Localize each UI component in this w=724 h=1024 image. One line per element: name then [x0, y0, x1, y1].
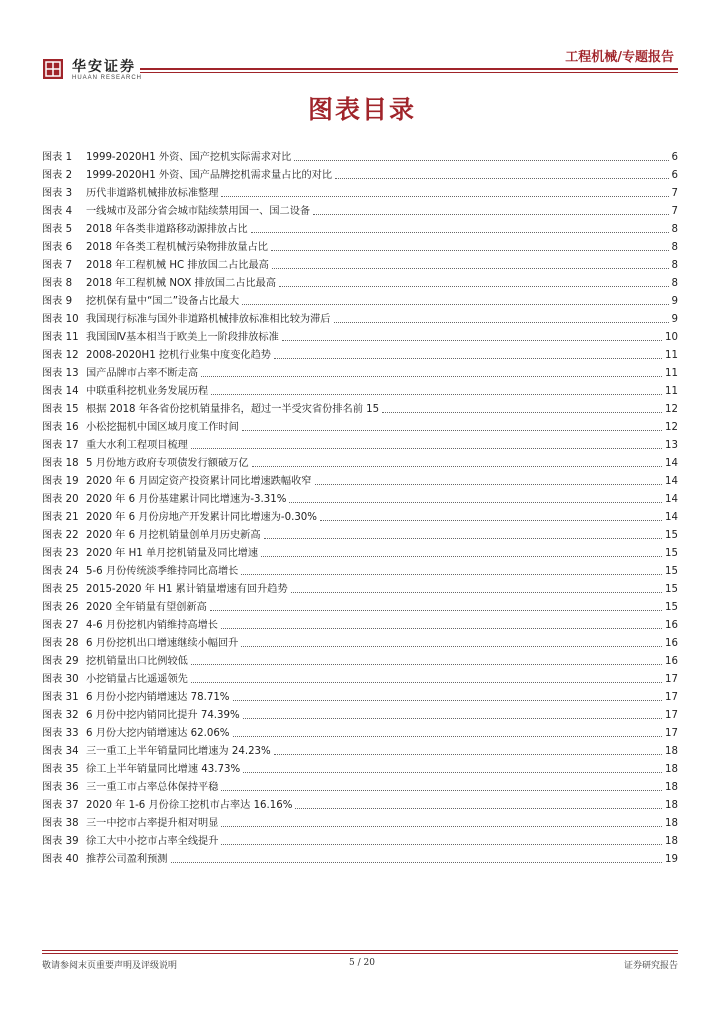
toc-dot-leader	[313, 214, 668, 215]
toc-dot-leader	[252, 466, 663, 467]
toc-entry[interactable]	[42, 344, 678, 362]
toc-dot-leader	[261, 556, 662, 557]
toc-entry-page: 8	[671, 224, 678, 235]
toc-entry-label: 图表 33	[42, 728, 79, 739]
toc-dot-leader	[191, 448, 662, 449]
toc-entry[interactable]	[42, 272, 678, 290]
toc-dot-leader	[221, 844, 662, 845]
header-divider	[140, 68, 678, 70]
toc-entry-label: 图表 5	[42, 224, 73, 235]
toc-entry-page: 16	[665, 656, 678, 667]
toc-entry[interactable]	[42, 614, 678, 632]
toc-entry[interactable]	[42, 434, 678, 452]
toc-entry-title: 一线城市及部分省会城市陆续禁用国一、国二设备	[86, 206, 311, 217]
toc-entry-label: 图表 15	[42, 404, 79, 415]
toc-dot-leader	[274, 358, 662, 359]
toc-entry-title: 6 月份大挖内销增速达 62.06%	[86, 728, 230, 739]
toc-entry-title: 1999-2020H1 外资、国产品牌挖机需求量占比的对比	[86, 170, 333, 181]
toc-dot-leader	[221, 628, 662, 629]
toc-entry[interactable]	[42, 632, 678, 650]
toc-entry[interactable]	[42, 290, 678, 308]
toc-entry-page: 8	[671, 278, 678, 289]
toc-entry-label: 图表 22	[42, 530, 79, 541]
toc-entry-page: 17	[665, 674, 678, 685]
toc-dot-leader	[191, 682, 662, 683]
toc-entry-title: 5 月份地方政府专项债发行额破万亿	[86, 458, 249, 469]
toc-entry[interactable]	[42, 362, 678, 380]
toc-entry-label: 图表 13	[42, 368, 79, 379]
toc-dot-leader	[171, 862, 663, 863]
toc-entry[interactable]	[42, 560, 678, 578]
toc-entry-title: 挖机保有量中“国二”设备占比最大	[86, 296, 240, 307]
toc-entry-page: 18	[665, 782, 678, 793]
toc-dot-leader	[233, 736, 663, 737]
toc-entry-title: 推荐公司盈利预测	[86, 854, 168, 865]
toc-entry-label: 图表 24	[42, 566, 79, 577]
toc-dot-leader	[289, 502, 662, 503]
toc-entry-title: 1999-2020H1 外资、国产挖机实际需求对比	[86, 152, 292, 163]
toc-entry[interactable]	[42, 236, 678, 254]
header-divider-thin	[140, 72, 678, 73]
toc-entry-page: 18	[665, 818, 678, 829]
toc-dot-leader	[241, 574, 662, 575]
toc-entry-title: 小挖销量占比遥遥领先	[86, 674, 188, 685]
toc-entry-page: 19	[665, 854, 678, 865]
toc-dot-leader	[233, 700, 663, 701]
huaan-logo-icon	[42, 58, 64, 80]
table-of-figures	[42, 146, 678, 866]
toc-entry[interactable]	[42, 758, 678, 776]
toc-entry-page: 14	[665, 476, 678, 487]
page-number: 5 / 20	[349, 958, 375, 968]
toc-dot-leader	[243, 718, 662, 719]
toc-entry-label: 图表 21	[42, 512, 79, 523]
toc-entry-page: 10	[665, 332, 678, 343]
page-title: 图表目录	[307, 95, 416, 124]
toc-entry[interactable]	[42, 686, 678, 704]
toc-entry-page: 11	[665, 368, 678, 379]
toc-entry-label: 图表 10	[42, 314, 79, 325]
toc-entry-page: 11	[665, 386, 678, 397]
toc-dot-leader	[241, 646, 662, 647]
toc-entry[interactable]	[42, 182, 678, 200]
toc-entry[interactable]	[42, 452, 678, 470]
toc-dot-leader	[243, 772, 662, 773]
toc-entry[interactable]	[42, 596, 678, 614]
toc-entry-label: 图表 29	[42, 656, 79, 667]
toc-entry-page: 7	[671, 206, 678, 217]
toc-entry-label: 图表 38	[42, 818, 79, 829]
toc-entry-title: 徐工大中小挖市占率全线提升	[86, 836, 219, 847]
toc-entry-title: 小松挖掘机中国区域月度工作时间	[86, 422, 239, 433]
toc-entry[interactable]	[42, 164, 678, 182]
toc-entry-title: 国产品牌市占率不断走高	[86, 368, 199, 379]
toc-entry[interactable]	[42, 254, 678, 272]
toc-entry-label: 图表 3	[42, 188, 73, 199]
toc-entry[interactable]	[42, 470, 678, 488]
toc-entry[interactable]	[42, 524, 678, 542]
toc-entry-title: 6 月份挖机出口增速继续小幅回升	[86, 638, 239, 649]
toc-entry-title: 三一中挖市占率提升相对明显	[86, 818, 219, 829]
toc-dot-leader	[282, 340, 662, 341]
toc-entry[interactable]	[42, 812, 678, 830]
toc-entry[interactable]	[42, 848, 678, 866]
toc-entry-label: 图表 12	[42, 350, 79, 361]
toc-entry[interactable]	[42, 722, 678, 740]
toc-entry-label: 图表 18	[42, 458, 79, 469]
report-type-title: 工程机械/专题报告	[565, 50, 674, 65]
toc-entry[interactable]	[42, 200, 678, 218]
toc-entry-title: 根据 2018 年各省份挖机销量排名，超过一半受灾省份排名前 15	[86, 404, 380, 415]
toc-entry-page: 6	[671, 170, 678, 181]
toc-entry[interactable]	[42, 308, 678, 326]
toc-dot-leader	[382, 412, 662, 413]
toc-entry-page: 15	[665, 584, 678, 595]
toc-entry-page: 14	[665, 458, 678, 469]
toc-entry-title: 2018 年各类非道路移动源排放占比	[86, 224, 248, 235]
toc-entry-title: 2020 全年销量有望创新高	[86, 602, 207, 613]
toc-entry-title: 徐工上半年销量同比增速 43.73%	[86, 764, 241, 775]
toc-dot-leader	[334, 322, 669, 323]
toc-entry-label: 图表 36	[42, 782, 79, 793]
toc-dot-leader	[221, 790, 662, 791]
toc-entry[interactable]	[42, 794, 678, 812]
toc-entry[interactable]	[42, 146, 678, 164]
logo-text-en: HUAAN RESEARCH	[72, 75, 143, 81]
toc-entry-title: 2008-2020H1 挖机行业集中度变化趋势	[86, 350, 271, 361]
toc-dot-leader	[291, 592, 662, 593]
toc-entry-title: 2020 年 6 月份基建累计同比增速为-3.31%	[86, 494, 287, 505]
toc-entry-title: 2018 年工程机械 NOX 排放国二占比最高	[86, 278, 277, 289]
toc-entry-label: 图表 8	[42, 278, 73, 289]
toc-entry-label: 图表 31	[42, 692, 79, 703]
toc-entry[interactable]	[42, 650, 678, 668]
toc-entry-page: 17	[665, 710, 678, 721]
toc-dot-leader	[274, 754, 662, 755]
toc-entry-page: 14	[665, 494, 678, 505]
toc-dot-leader	[242, 430, 662, 431]
toc-entry-label: 图表 32	[42, 710, 79, 721]
toc-entry-label: 图表 4	[42, 206, 73, 217]
toc-entry-title: 挖机销量出口比例较低	[86, 656, 188, 667]
toc-entry[interactable]	[42, 416, 678, 434]
toc-entry[interactable]	[42, 740, 678, 758]
toc-entry-page: 12	[665, 404, 678, 415]
toc-entry[interactable]	[42, 704, 678, 722]
toc-entry-page: 9	[671, 314, 678, 325]
toc-entry-label: 图表 25	[42, 584, 79, 595]
toc-dot-leader	[272, 268, 669, 269]
toc-dot-leader	[279, 286, 668, 287]
toc-entry[interactable]	[42, 218, 678, 236]
toc-entry-title: 6 月份小挖内销增速达 78.71%	[86, 692, 230, 703]
toc-entry-title: 重大水利工程项目梳理	[86, 440, 188, 451]
toc-entry-page: 16	[665, 620, 678, 631]
toc-dot-leader	[295, 808, 662, 809]
toc-entry-label: 图表 28	[42, 638, 79, 649]
toc-entry-title: 2018 年各类工程机械污染物排放量占比	[86, 242, 268, 253]
toc-entry[interactable]	[42, 668, 678, 686]
toc-entry-page: 17	[665, 692, 678, 703]
toc-dot-leader	[315, 484, 663, 485]
toc-dot-leader	[221, 196, 668, 197]
toc-entry-title: 历代非道路机械排放标准整理	[86, 188, 219, 199]
toc-entry-label: 图表 20	[42, 494, 79, 505]
toc-dot-leader	[211, 394, 662, 395]
footer-divider	[42, 950, 678, 951]
toc-entry-page: 9	[671, 296, 678, 307]
footer-disclaimer: 敬请参阅末页重要声明及评级说明	[42, 961, 178, 971]
toc-entry-label: 图表 1	[42, 152, 73, 163]
toc-dot-leader	[294, 160, 668, 161]
toc-entry-title: 中联重科挖机业务发展历程	[86, 386, 209, 397]
toc-dot-leader	[191, 664, 662, 665]
toc-entry-title: 我国国Ⅳ基本相当于欧美上一阶段排放标准	[86, 332, 279, 343]
toc-dot-leader	[264, 538, 662, 539]
toc-dot-leader	[242, 304, 668, 305]
toc-entry-page: 17	[665, 728, 678, 739]
toc-entry-title: 2020 年 H1 单月挖机销量及同比增速	[86, 548, 259, 559]
toc-entry-page: 14	[665, 512, 678, 523]
toc-entry-page: 8	[671, 242, 678, 253]
toc-entry[interactable]	[42, 578, 678, 596]
logo-text-cn: 华安证券	[72, 59, 136, 75]
toc-entry-label: 图表 19	[42, 476, 79, 487]
toc-entry-label: 图表 37	[42, 800, 79, 811]
toc-dot-leader	[210, 610, 662, 611]
toc-entry-label: 图表 34	[42, 746, 79, 757]
toc-entry[interactable]	[42, 398, 678, 416]
toc-entry-title: 三一重工市占率总体保持平稳	[86, 782, 219, 793]
toc-entry-label: 图表 23	[42, 548, 79, 559]
toc-entry-page: 7	[671, 188, 678, 199]
toc-entry-page: 18	[665, 836, 678, 847]
toc-entry[interactable]	[42, 506, 678, 524]
toc-entry-page: 12	[665, 422, 678, 433]
toc-entry-page: 6	[671, 152, 678, 163]
footer-divider-thin	[42, 953, 678, 954]
toc-entry-title: 4-6 月份挖机内销维持高增长	[86, 620, 218, 631]
toc-entry-title: 2020 年 1-6 月份徐工挖机市占率达 16.16%	[86, 800, 293, 811]
toc-entry-page: 13	[665, 440, 678, 451]
toc-dot-leader	[335, 178, 668, 179]
toc-entry-page: 15	[665, 602, 678, 613]
toc-entry[interactable]	[42, 830, 678, 848]
toc-dot-leader	[221, 826, 662, 827]
toc-entry-title: 2020 年 6 月份房地产开发累计同比增速为-0.30%	[86, 512, 317, 523]
toc-entry-page: 15	[665, 530, 678, 541]
toc-entry-label: 图表 9	[42, 296, 73, 307]
toc-entry-title: 三一重工上半年销量同比增速为 24.23%	[86, 746, 271, 757]
toc-entry[interactable]	[42, 542, 678, 560]
toc-entry-title: 5-6 月份传统淡季维持同比高增长	[86, 566, 239, 577]
toc-dot-leader	[271, 250, 669, 251]
toc-entry[interactable]	[42, 488, 678, 506]
toc-entry-label: 图表 2	[42, 170, 73, 181]
toc-entry-title: 6 月份中挖内销同比提升 74.39%	[86, 710, 240, 721]
toc-entry-label: 图表 27	[42, 620, 79, 631]
toc-entry[interactable]	[42, 380, 678, 398]
toc-entry-page: 16	[665, 638, 678, 649]
toc-entry-label: 图表 14	[42, 386, 79, 397]
toc-entry-title: 2020 年 6 月固定资产投资累计同比增速跌幅收窄	[86, 476, 312, 487]
toc-entry-page: 18	[665, 764, 678, 775]
toc-entry-label: 图表 16	[42, 422, 79, 433]
toc-entry-title: 我国现行标准与国外非道路机械排放标准相比较为滞后	[86, 314, 331, 325]
toc-entry-label: 图表 11	[42, 332, 79, 343]
toc-entry-label: 图表 7	[42, 260, 73, 271]
toc-dot-leader	[251, 232, 669, 233]
toc-entry-label: 图表 6	[42, 242, 73, 253]
toc-entry-label: 图表 17	[42, 440, 79, 451]
toc-entry-label: 图表 26	[42, 602, 79, 613]
toc-entry-label: 图表 40	[42, 854, 79, 865]
toc-entry-page: 18	[665, 800, 678, 811]
toc-entry-page: 15	[665, 566, 678, 577]
toc-entry-label: 图表 39	[42, 836, 79, 847]
toc-entry-page: 8	[671, 260, 678, 271]
toc-entry[interactable]	[42, 326, 678, 344]
toc-dot-leader	[201, 376, 662, 377]
toc-entry-label: 图表 35	[42, 764, 79, 775]
toc-entry-page: 15	[665, 548, 678, 559]
toc-entry-title: 2020 年 6 月挖机销量创单月历史新高	[86, 530, 261, 541]
toc-entry-label: 图表 30	[42, 674, 79, 685]
toc-entry-title: 2018 年工程机械 HC 排放国二占比最高	[86, 260, 269, 271]
toc-entry-page: 11	[665, 350, 678, 361]
toc-entry[interactable]	[42, 776, 678, 794]
toc-entry-page: 18	[665, 746, 678, 757]
footer-report-label: 证券研究报告	[623, 961, 678, 971]
toc-entry-title: 2015-2020 年 H1 累计销量增速有回升趋势	[86, 584, 288, 595]
toc-dot-leader	[320, 520, 662, 521]
page-header	[42, 42, 678, 84]
